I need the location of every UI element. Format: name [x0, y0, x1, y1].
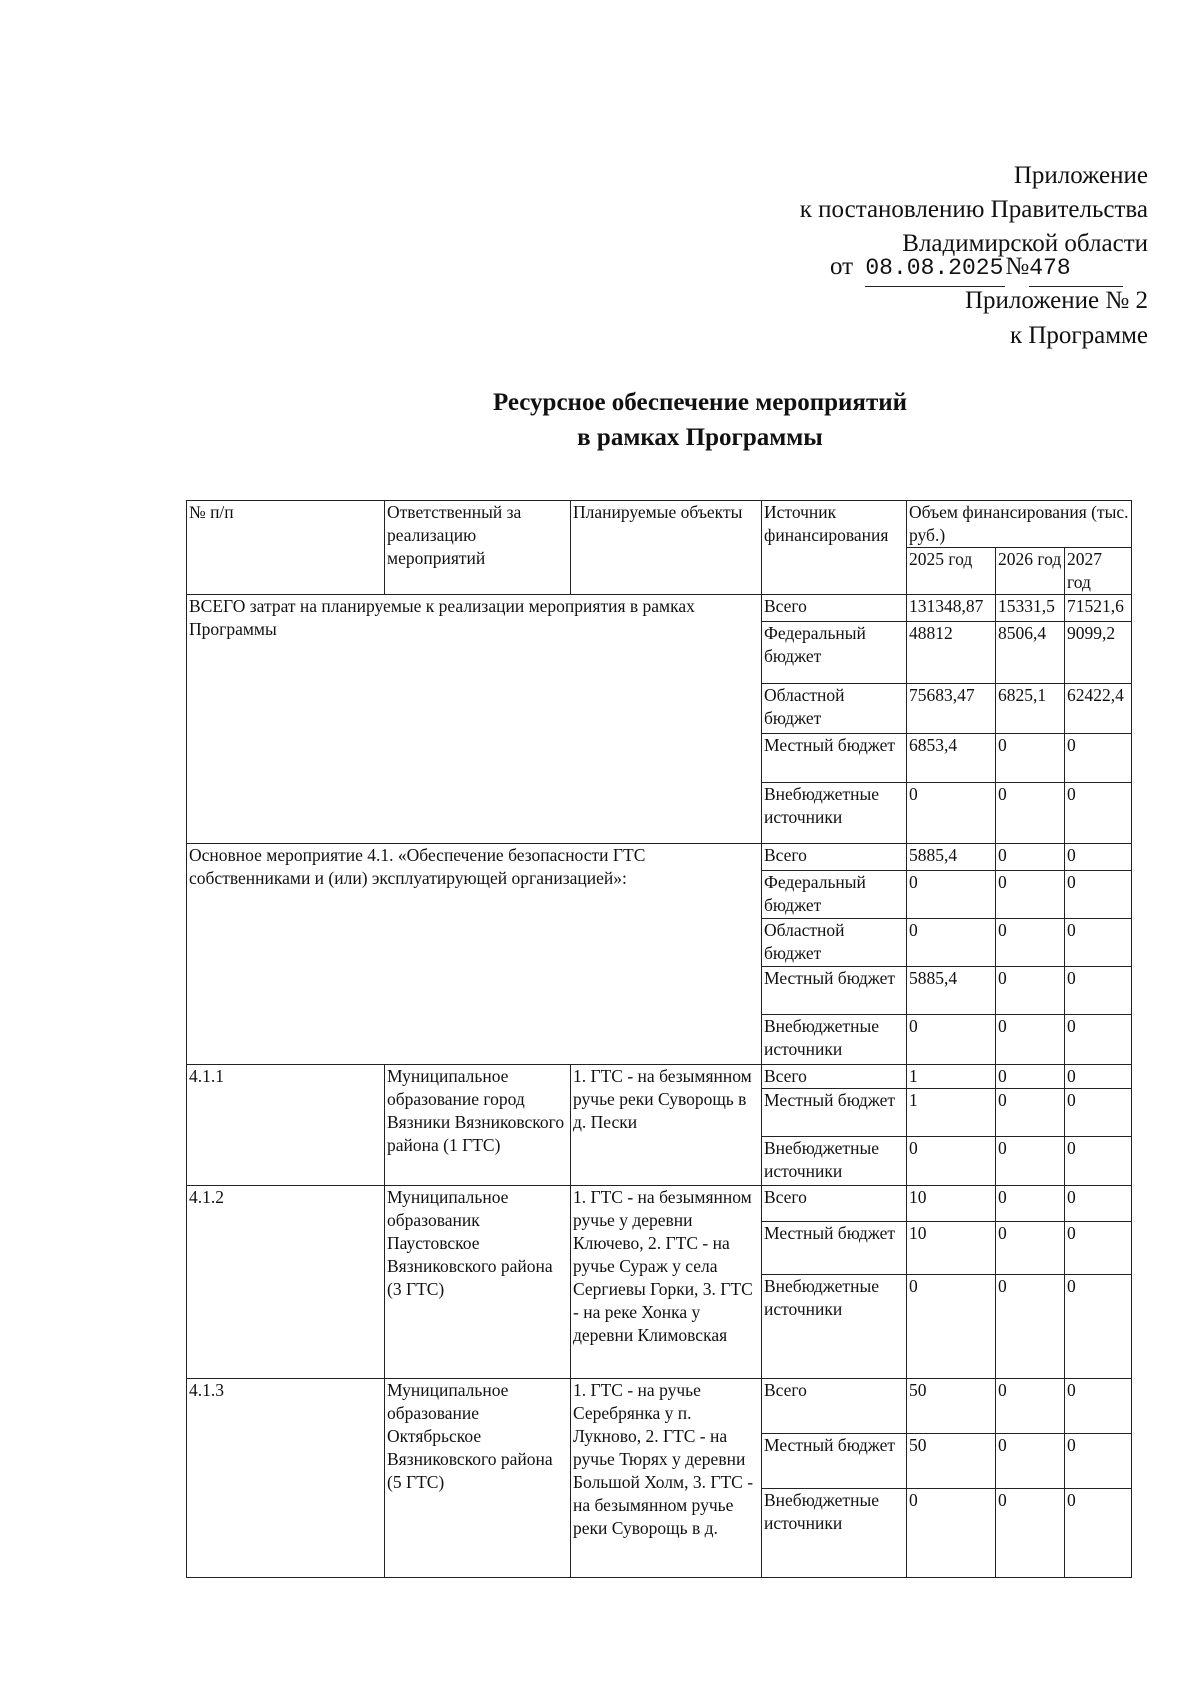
- value-2025: 0: [907, 1137, 996, 1186]
- source-cell: Всего: [762, 1186, 907, 1222]
- value-2025: 0: [907, 1275, 996, 1379]
- value-2025: 0: [907, 919, 996, 967]
- source-cell: Внебюджетные источники: [762, 1275, 907, 1379]
- resolution-number-row: [830, 249, 1123, 287]
- item-responsible: Муниципальное образование город Вязники Вязниковского района (1 ГТС): [385, 1065, 571, 1186]
- value-2027: 0: [1065, 919, 1132, 967]
- value-2025: 48812: [907, 622, 996, 684]
- source-cell: Областной бюджет: [762, 684, 907, 734]
- header-volume: Объем финансирования (тыс. руб.): [907, 501, 1132, 548]
- source-cell: Местный бюджет: [762, 967, 907, 1015]
- value-2025: 10: [907, 1222, 996, 1275]
- value-2026: 15331,5: [996, 595, 1065, 622]
- total-label: ВСЕГО затрат на планируемые к реализации мероприятия в рамках Программы: [187, 595, 762, 844]
- value-2025: 0: [907, 871, 996, 919]
- value-2026: 0: [996, 1222, 1065, 1275]
- value-2026: 0: [996, 919, 1065, 967]
- value-2026: 8506,4: [996, 622, 1065, 684]
- source-cell: Внебюджетные источники: [762, 1137, 907, 1186]
- value-2025: 1: [907, 1065, 996, 1089]
- source-cell: Федеральный бюджет: [762, 871, 907, 919]
- value-2025: 131348,87: [907, 595, 996, 622]
- source-cell: Внебюджетные источники: [762, 783, 907, 844]
- header-year-2025: 2025 год: [907, 548, 996, 595]
- header-num: № п/п: [187, 501, 385, 595]
- value-2027: 0: [1065, 1222, 1132, 1275]
- value-2027: 0: [1065, 871, 1132, 919]
- title-line-2: в рамках Программы: [577, 424, 823, 451]
- value-2026: 0: [996, 967, 1065, 1015]
- source-cell: Местный бюджет: [762, 734, 907, 783]
- value-2026: 0: [996, 1065, 1065, 1089]
- value-2026: 6825,1: [996, 684, 1065, 734]
- header-responsible: Ответственный за реализацию мероприятий: [385, 501, 571, 595]
- value-2027: 0: [1065, 967, 1132, 1015]
- value-2026: 0: [996, 1379, 1065, 1434]
- value-2026: 0: [996, 1186, 1065, 1222]
- source-cell: Внебюджетные источники: [762, 1489, 907, 1578]
- appendix-number-label: Приложение № 2: [964, 287, 1148, 314]
- item-objects: 1. ГТС - на безымянном ручье у деревни Ключево, 2. ГТС - на ручье Сураж у села Сергиевы Горки, 3. ГТС - на реке Хонка у деревни Климовская: [571, 1186, 762, 1379]
- value-2027: 0: [1065, 734, 1132, 783]
- value-2025: 0: [907, 1489, 996, 1578]
- value-2025: 6853,4: [907, 734, 996, 783]
- item-responsible: Муниципальное образованик Паустовское Вязниковского района (3 ГТС): [385, 1186, 571, 1379]
- value-2027: 0: [1065, 1065, 1132, 1089]
- header-source: Источник финансирования: [762, 501, 907, 595]
- header-year-2026: 2026 год: [996, 548, 1065, 595]
- value-2027: 9099,2: [1065, 622, 1132, 684]
- source-cell: Всего: [762, 1379, 907, 1434]
- value-2025: 5885,4: [907, 967, 996, 1015]
- value-2026: 0: [996, 1137, 1065, 1186]
- source-cell: Всего: [762, 1065, 907, 1089]
- region-label: Владимирской области: [902, 230, 1148, 257]
- value-2027: 0: [1065, 1186, 1132, 1222]
- item-num: 4.1.3: [187, 1379, 385, 1578]
- appendix-label: Приложение: [1013, 162, 1148, 189]
- value-2025: 10: [907, 1186, 996, 1222]
- value-2027: 0: [1065, 1434, 1132, 1489]
- item-num: 4.1.2: [187, 1186, 385, 1379]
- source-cell: Всего: [762, 844, 907, 871]
- header-year-2027: 2027 год: [1065, 548, 1132, 595]
- item-responsible: Муниципальное образование Октябрьское Вязниковского района (5 ГТС): [385, 1379, 571, 1578]
- source-cell: Местный бюджет: [762, 1089, 907, 1137]
- funding-table: [186, 500, 1132, 1578]
- value-2026: 0: [996, 1015, 1065, 1065]
- value-2025: 75683,47: [907, 684, 996, 734]
- value-2027: 0: [1065, 1137, 1132, 1186]
- title-line-1: Ресурсное обеспечение мероприятий: [492, 389, 908, 416]
- item-num: 4.1.1: [187, 1065, 385, 1186]
- value-2026: 0: [996, 1489, 1065, 1578]
- value-2025: 0: [907, 1015, 996, 1065]
- from-label: от: [830, 253, 854, 280]
- resolution-date: 08.08.2025: [865, 255, 1004, 281]
- value-2025: 50: [907, 1379, 996, 1434]
- to-program-label: к Программе: [1009, 322, 1148, 349]
- source-cell: Внебюджетные источники: [762, 1015, 907, 1065]
- source-cell: Местный бюджет: [762, 1434, 907, 1489]
- value-2026: 0: [996, 783, 1065, 844]
- value-2026: 0: [996, 734, 1065, 783]
- source-cell: Федеральный бюджет: [762, 622, 907, 684]
- value-2027: 0: [1065, 1089, 1132, 1137]
- document-title: [0, 385, 1200, 455]
- value-2026: 0: [996, 844, 1065, 871]
- value-2026: 0: [996, 1089, 1065, 1137]
- header-objects: Планируемые объекты: [571, 501, 762, 595]
- item-objects: 1. ГТС - на ручье Серебрянка у п. Лукново, 2. ГТС - на ручье Тюрях у деревни Большой Холм, 3. ГТС - на безымянном ручье реки Суворощь в д.: [571, 1379, 762, 1578]
- value-2027: 62422,4: [1065, 684, 1132, 734]
- value-2026: 0: [996, 1275, 1065, 1379]
- number-sign: №: [1005, 253, 1030, 280]
- resolution-number: 478: [1029, 255, 1071, 281]
- value-2027: 0: [1065, 1379, 1132, 1434]
- value-2025: 1: [907, 1089, 996, 1137]
- item-objects: 1. ГТС - на безымянном ручье реки Суворощь в д. Пески: [571, 1065, 762, 1186]
- resolution-label: к постановлению Правительства: [799, 196, 1148, 223]
- value-2027: 0: [1065, 1015, 1132, 1065]
- source-cell: Областной бюджет: [762, 919, 907, 967]
- main-event-label: Основное мероприятие 4.1. «Обеспечение безопасности ГТС собственниками и (или) эксплуатирующей организацией»:: [187, 844, 762, 1065]
- value-2027: 0: [1065, 1275, 1132, 1379]
- source-cell: Всего: [762, 595, 907, 622]
- value-2027: 0: [1065, 1489, 1132, 1578]
- source-cell: Местный бюджет: [762, 1222, 907, 1275]
- value-2026: 0: [996, 871, 1065, 919]
- value-2025: 0: [907, 783, 996, 844]
- value-2027: 71521,6: [1065, 595, 1132, 622]
- value-2025: 50: [907, 1434, 996, 1489]
- value-2025: 5885,4: [907, 844, 996, 871]
- value-2027: 0: [1065, 844, 1132, 871]
- value-2027: 0: [1065, 783, 1132, 844]
- value-2026: 0: [996, 1434, 1065, 1489]
